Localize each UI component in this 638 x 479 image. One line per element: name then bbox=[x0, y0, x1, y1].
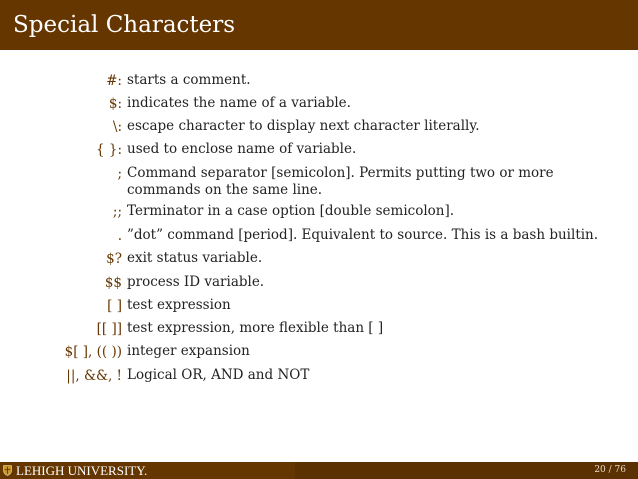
definition-text: used to enclose name of variable. bbox=[127, 141, 357, 157]
definition-term: ; bbox=[117, 166, 122, 182]
definition-term: { }: bbox=[95, 142, 122, 158]
definition-item bbox=[0, 273, 638, 296]
definition-item bbox=[0, 319, 638, 342]
page-number: 20 / 76 bbox=[594, 465, 626, 475]
definition-text: test expression bbox=[127, 297, 231, 313]
definition-text: ”dot” command [period]. Equivalent to source. This is a bash builtin. bbox=[127, 227, 599, 243]
footer-page-bar bbox=[295, 462, 638, 479]
definition-text: process ID variable. bbox=[127, 274, 265, 290]
definition-term: $? bbox=[106, 251, 122, 267]
definition-item bbox=[0, 71, 638, 94]
definition-item bbox=[0, 366, 638, 389]
university-name: LEHIGH UNIVERSITY. bbox=[16, 463, 148, 478]
slide-title-bar bbox=[0, 0, 638, 50]
definition-item bbox=[0, 117, 638, 140]
definition-term: [[ ]] bbox=[96, 321, 122, 337]
definition-term: ||, &&, ! bbox=[66, 368, 122, 384]
slide-title: Special Characters bbox=[13, 12, 236, 38]
slide-footer bbox=[0, 462, 638, 479]
definition-item bbox=[0, 249, 638, 273]
definition-list bbox=[0, 71, 638, 389]
definition-term: [ ] bbox=[107, 298, 122, 314]
lehigh-crest-icon bbox=[3, 465, 12, 476]
definition-text: integer expansion bbox=[127, 343, 250, 359]
definition-term: $[ ], (( )) bbox=[64, 344, 122, 360]
definition-item bbox=[0, 296, 638, 319]
definition-term: #: bbox=[106, 73, 122, 89]
definition-item bbox=[0, 342, 638, 366]
definition-text: escape character to display next character literally. bbox=[127, 118, 480, 134]
definition-term: $$ bbox=[104, 275, 122, 291]
definition-term: $: bbox=[108, 96, 122, 112]
definition-item bbox=[0, 202, 638, 226]
definition-term: \: bbox=[112, 119, 122, 135]
definition-item bbox=[0, 164, 638, 202]
definition-text: test expression, more flexible than [ ] bbox=[127, 320, 384, 336]
definition-item bbox=[0, 226, 638, 249]
definition-text: exit status variable. bbox=[127, 250, 263, 266]
definition-item bbox=[0, 94, 638, 117]
definition-text: Terminator in a case option [double semicolon]. bbox=[127, 203, 455, 219]
definition-term: ;; bbox=[112, 204, 122, 220]
definition-text: indicates the name of a variable. bbox=[127, 95, 351, 111]
footer-university-bar bbox=[0, 462, 295, 479]
definition-term: . bbox=[117, 228, 122, 244]
definition-item bbox=[0, 140, 638, 164]
definition-text: Logical OR, AND and NOT bbox=[127, 367, 310, 383]
definition-text: Command separator [semicolon]. Permits putting two or more commands on the same line. bbox=[127, 165, 554, 198]
definition-text: starts a comment. bbox=[127, 72, 251, 88]
